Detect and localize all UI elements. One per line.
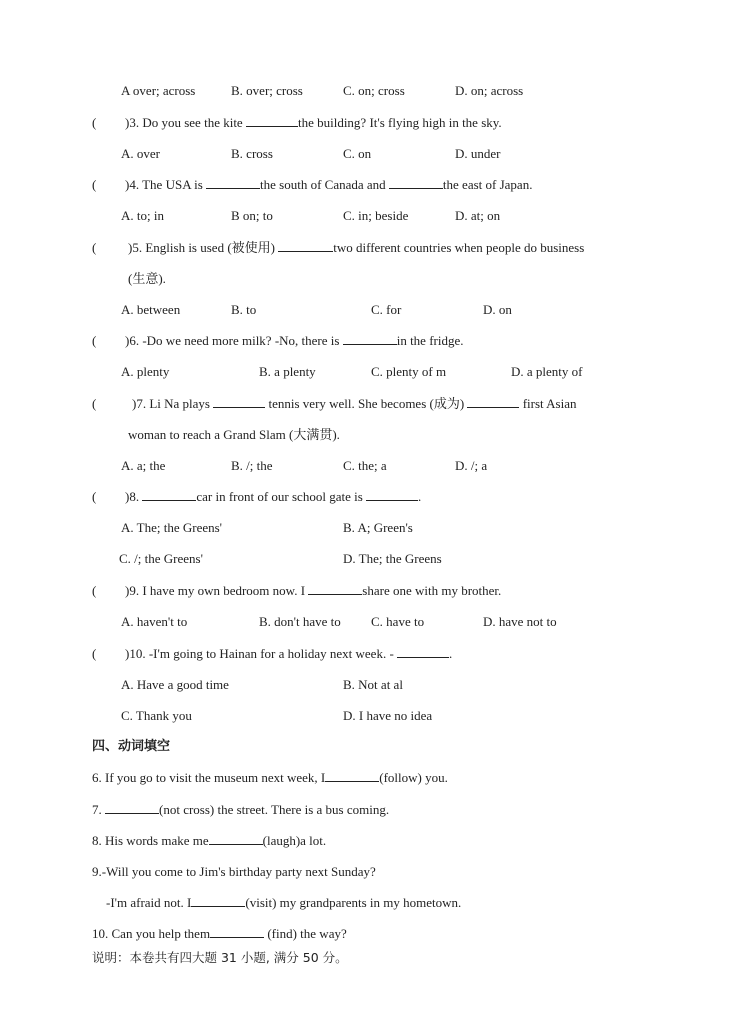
question-text: the east of Japan. [442,177,533,192]
q10-option-a: A. Have a good time [121,677,229,692]
q5-option-c: C. for [371,302,402,317]
answer-blank[interactable] [308,583,362,595]
fill-text: (follow) you. [379,770,448,785]
answer-blank[interactable] [210,926,264,938]
q4-option-d: D. at; on [455,208,501,223]
footer-note: 说明：本卷共有四大题 31 小题, 满分 50 分。 [92,950,348,965]
q3-option-a: A. over [121,146,160,161]
fill-text: 7. [92,802,105,817]
q2-option-d: D. on; across [455,83,524,98]
question-number: )6. [125,333,140,348]
question-text: Do you see the kite [142,115,246,130]
q5-option-b: B. to [231,302,257,317]
question-9 [125,583,501,599]
q9-option-a: A. haven't to [121,614,188,629]
answer-paren-left: ( [92,177,97,192]
question-6 [125,333,464,349]
question-5-continuation: (生意). [128,271,166,286]
question-text: The USA is [142,177,207,192]
fill-text: (find) the way? [264,926,347,941]
section-heading: 四、动词填空 [92,739,171,754]
q4-option-a: A. to; in [121,208,164,223]
answer-blank[interactable] [397,646,449,658]
fill-text: (laugh)a lot. [262,833,327,848]
q2-option-b: B. over; cross [231,83,303,98]
question-text: the south of Canada and [260,177,389,192]
fill-item-7 [92,802,389,818]
answer-blank[interactable] [343,333,397,345]
fill-text: 6. If you go to visit the museum next week, I [92,770,326,785]
fill-text: (not cross) the street. There is a bus coming. [159,802,390,817]
q6-option-a: A. plenty [121,364,170,379]
answer-paren-left: ( [92,489,97,504]
question-number: )9. [125,583,140,598]
fill-item-8 [92,833,326,849]
fill-text: (visit) my grandparents in my hometown. [245,895,462,910]
fill-item-6 [92,770,448,786]
answer-blank[interactable] [105,802,159,814]
q3-option-c: C. on [343,146,372,161]
question-text: share one with my brother. [362,583,502,598]
fill-text: 8. His words make me [92,833,209,848]
answer-blank[interactable] [142,489,196,501]
answer-blank[interactable] [467,396,519,408]
question-text: . [418,489,422,504]
question-text: . [449,646,453,661]
answer-paren-left: ( [92,115,97,130]
fill-item-9-reply [106,895,461,911]
question-number: )3. [125,115,140,130]
q10-option-c: C. Thank you [121,708,192,723]
question-text: tennis very well. She becomes (成为) [265,396,468,411]
question-7 [132,396,577,412]
question-3 [125,115,502,131]
answer-paren-left: ( [92,240,97,255]
question-text: -Do we need more milk? -No, there is [142,333,343,348]
answer-paren-left: ( [92,333,97,348]
q9-option-c: C. have to [371,614,425,629]
answer-blank[interactable] [325,770,379,782]
question-text: two different countries when people do business [333,240,585,255]
question-text: in the fridge. [396,333,464,348]
q2-option-a: A over; across [121,83,196,98]
answer-blank[interactable] [191,895,245,907]
q2-option-c: C. on; cross [343,83,405,98]
question-text: the building? It's flying high in the sky. [297,115,502,130]
question-7-continuation: woman to reach a Grand Slam (大满贯). [128,427,340,442]
question-text: Li Na plays [149,396,214,411]
question-10 [125,646,452,662]
answer-blank[interactable] [209,833,263,845]
q6-option-b: B. a plenty [259,364,316,379]
question-number: )7. [132,396,147,411]
q10-option-b: B. Not at al [343,677,403,692]
question-text: English is used (被使用) [145,240,279,255]
q6-option-c: C. plenty of m [371,364,447,379]
question-text: first Asian [519,396,577,411]
fill-text: -I'm afraid not. I [106,895,192,910]
q8-option-d: D. The; the Greens [343,551,442,566]
q3-option-b: B. cross [231,146,273,161]
q9-option-b: B. don't have to [259,614,341,629]
question-number: )5. [128,240,143,255]
q4-option-b: B on; to [231,208,273,223]
question-text: car in front of our school gate is [196,489,367,504]
answer-paren-left: ( [92,646,97,661]
answer-blank[interactable] [278,240,333,252]
q9-option-d: D. have not to [483,614,557,629]
fill-text: 9.-Will you come to Jim's birthday party next Sunday? [92,864,376,879]
fill-item-9 [92,864,376,880]
q7-option-a: A. a; the [121,458,166,473]
answer-blank[interactable] [206,177,260,189]
q8-option-b: B. A; Green's [343,520,413,535]
answer-blank[interactable] [366,489,418,501]
q8-option-c: C. /; the Greens' [119,551,203,566]
answer-paren-left: ( [92,583,97,598]
q3-option-d: D. under [455,146,501,161]
question-8 [125,489,421,505]
fill-item-10 [92,926,347,942]
q7-option-d: D. /; a [455,458,488,473]
question-number: )4. [125,177,140,192]
q5-option-d: D. on [483,302,512,317]
q10-option-d: D. I have no idea [343,708,433,723]
q7-option-c: C. the; a [343,458,387,473]
q7-option-b: B. /; the [231,458,273,473]
q4-option-c: C. in; beside [343,208,409,223]
question-5 [128,240,584,256]
question-text: -I'm going to Hainan for a holiday next week. - [148,646,398,661]
answer-blank[interactable] [213,396,265,408]
q5-option-a: A. between [121,302,181,317]
answer-paren-left: ( [92,396,97,411]
question-4 [125,177,532,193]
question-number: )8. [125,489,140,504]
fill-text: 10. Can you help them [92,926,211,941]
answer-blank[interactable] [246,115,298,127]
q8-option-a: A. The; the Greens' [121,520,223,535]
answer-blank[interactable] [389,177,443,189]
q6-option-d: D. a plenty of [511,364,583,379]
question-number: )10. [125,646,146,661]
question-text: I have my own bedroom now. I [142,583,309,598]
